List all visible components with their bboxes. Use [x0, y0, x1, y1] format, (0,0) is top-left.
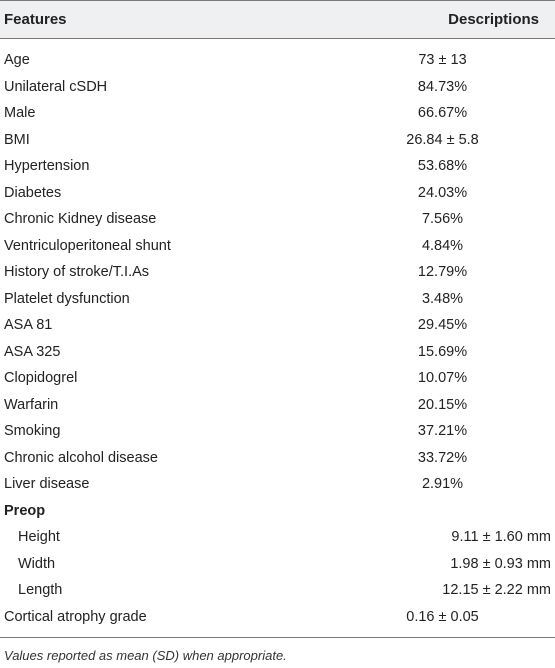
description-cell: 10.07%: [417, 370, 468, 386]
feature-cell: Height: [18, 529, 60, 545]
feature-cell: ASA 81: [4, 317, 53, 333]
description-cell: 20.15%: [417, 396, 468, 413]
table-row: [0, 47, 555, 74]
description-cell: 37.21%: [417, 423, 468, 439]
description-cell: 53.68%: [417, 158, 468, 174]
feature-cell: ASA 325: [4, 343, 61, 360]
description-cell: 33.72%: [417, 449, 468, 466]
table-row: [0, 392, 555, 419]
feature-cell: Ventriculoperitoneal shunt: [4, 237, 171, 254]
description-cell: 73 ± 13: [418, 52, 467, 68]
table-row: [0, 100, 555, 127]
header-descriptions: Descriptions: [448, 11, 539, 28]
description-cell: 66.67%: [417, 105, 468, 121]
feature-cell: Diabetes: [4, 184, 62, 201]
section-heading-preop: [0, 498, 555, 525]
table-row: [0, 551, 555, 578]
table-row: [0, 206, 555, 233]
table-row: [0, 445, 555, 472]
description-cell: 84.73%: [417, 78, 468, 95]
table-row: [0, 524, 555, 551]
table-row: [0, 259, 555, 286]
description-cell: 24.03%: [417, 184, 468, 201]
table-header: [0, 0, 555, 39]
table-row: [0, 312, 555, 339]
table-row: [0, 127, 555, 154]
feature-cell: Width: [18, 555, 56, 572]
description-cell: 9.11 ± 1.60 mm: [451, 529, 551, 545]
description-cell: 1.98 ± 0.93 mm: [450, 555, 551, 572]
feature-cell: Cortical atrophy grade: [4, 608, 147, 625]
feature-cell: Liver disease: [4, 476, 90, 492]
description-cell: 4.84%: [421, 237, 464, 254]
table-row: [0, 233, 555, 260]
description-cell: 12.79%: [417, 264, 468, 280]
table-row: [0, 180, 555, 207]
description-cell: 29.45%: [417, 317, 468, 333]
table-row: [0, 604, 555, 631]
header-features: Features: [4, 11, 67, 28]
feature-cell: BMI: [4, 131, 30, 148]
feature-cell: Smoking: [4, 423, 61, 439]
feature-cell: Unilateral cSDH: [4, 78, 108, 95]
table-bottom-rule: [0, 637, 555, 638]
table-row: [0, 286, 555, 313]
table-row: [0, 418, 555, 445]
feature-cell: Chronic alcohol disease: [4, 449, 158, 466]
description-cell: 7.56%: [421, 211, 464, 227]
table-row: [0, 471, 555, 498]
table-row: [0, 365, 555, 392]
feature-cell: Chronic Kidney disease: [4, 211, 157, 227]
feature-cell: History of stroke/T.I.As: [4, 264, 150, 280]
table-row: [0, 153, 555, 180]
table-row: [0, 577, 555, 604]
feature-cell: Age: [4, 52, 30, 68]
table-row: [0, 339, 555, 366]
feature-cell: Male: [4, 105, 36, 121]
feature-cell: Hypertension: [4, 158, 90, 174]
description-cell: 26.84 ± 5.8: [406, 131, 479, 148]
feature-cell: Clopidogrel: [4, 370, 78, 386]
feature-cell: Length: [18, 582, 63, 598]
section-label: Preop: [4, 502, 46, 519]
description-cell: 2.91%: [421, 476, 464, 492]
table-body: [0, 39, 555, 630]
description-cell: 3.48%: [421, 290, 464, 307]
feature-cell: Platelet dysfunction: [4, 290, 130, 307]
description-cell: 12.15 ± 2.22 mm: [442, 582, 551, 598]
table-row: [0, 74, 555, 101]
feature-cell: Warfarin: [4, 396, 59, 413]
description-cell: 0.16 ± 0.05: [406, 608, 479, 625]
description-cell: 15.69%: [417, 343, 468, 360]
table-footnote: Values reported as mean (SD) when appropriate.: [4, 648, 287, 663]
